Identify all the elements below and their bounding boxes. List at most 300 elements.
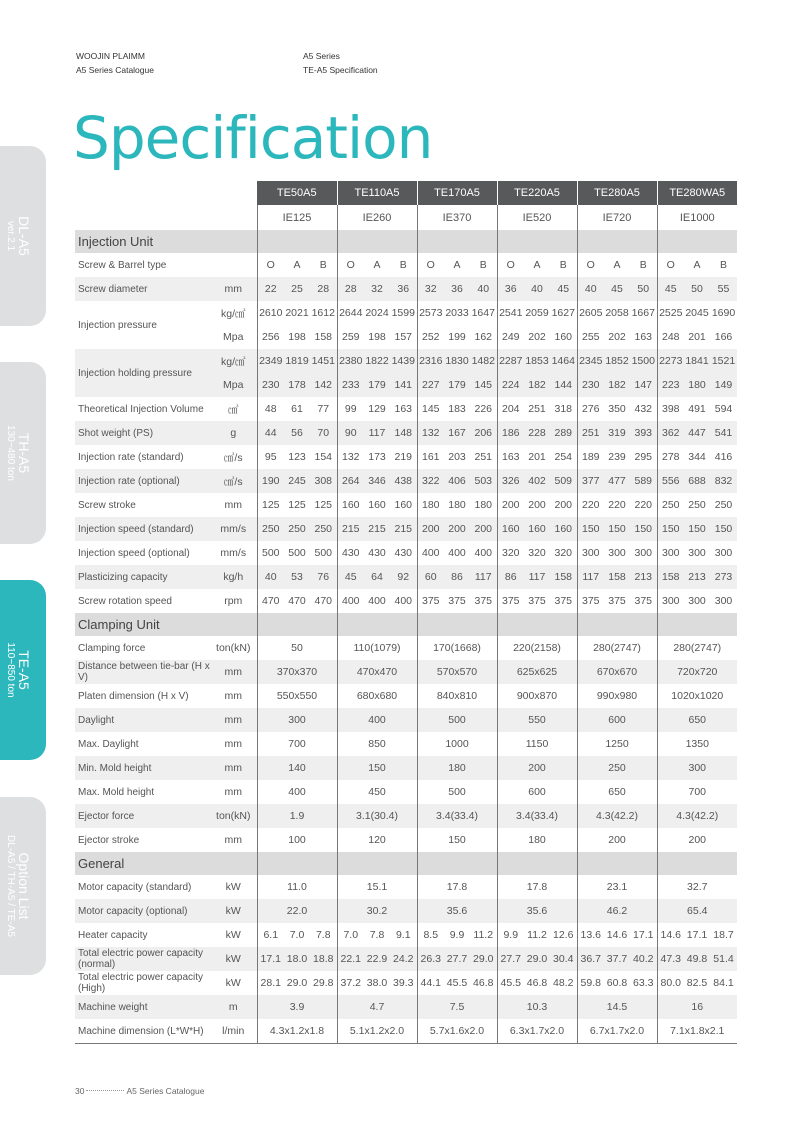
model-name: TE280A5	[577, 181, 657, 205]
model-name: TE110A5	[337, 181, 417, 205]
value-cell: 276	[577, 397, 604, 421]
value-cell: 200	[554, 499, 573, 511]
value-cell: 230	[577, 373, 604, 397]
value-cell: A	[373, 259, 381, 271]
value-cell: 200	[444, 517, 470, 541]
table-row	[75, 517, 737, 541]
value-cell: O	[266, 259, 275, 271]
value-cell: 377	[577, 469, 604, 493]
value-cell: 2610	[259, 307, 283, 319]
value-cell: 77	[317, 403, 330, 415]
value-cell: 224	[497, 373, 524, 397]
value-cell: 255	[577, 325, 604, 349]
value-cell: 150	[684, 517, 710, 541]
value-cell: 80.0	[657, 971, 684, 995]
value-cell: 4.3(42.2)	[577, 804, 657, 828]
value-cell: 170(1668)	[417, 636, 497, 660]
value-cell: 45	[657, 277, 684, 301]
row-label: Injection pressure	[78, 319, 157, 331]
section-header-row	[75, 613, 737, 636]
value-cell: 570x570	[417, 660, 497, 684]
value-cell: 1350	[657, 732, 737, 756]
value-cell: 44.1	[417, 971, 444, 995]
value-cell: A	[533, 259, 541, 271]
row-unit: rpm	[210, 589, 257, 613]
value-cell: 123	[288, 451, 306, 463]
value-cell: 400	[288, 786, 306, 798]
value-cell: 256	[261, 331, 280, 343]
value-cell: 7.1x1.8x2.1	[657, 1019, 737, 1044]
value-cell: 18.8	[310, 947, 337, 971]
value-cell: 4.3(42.2)	[657, 804, 737, 828]
table-row	[75, 445, 737, 469]
value-cell: 76	[310, 565, 337, 589]
value-cell: 63.3	[633, 977, 654, 989]
section-header-cell	[657, 613, 737, 636]
value-cell: 55	[710, 277, 737, 301]
value-cell: 1464	[550, 349, 577, 373]
value-cell: 40	[470, 277, 497, 301]
value-cell: 1852	[604, 349, 630, 373]
value-cell: 150	[337, 756, 417, 780]
table-row	[75, 636, 737, 660]
value-cell: 190	[257, 469, 284, 493]
value-cell: 44	[257, 421, 284, 445]
value-cell: 500	[261, 547, 280, 559]
injection-model: IE1000	[657, 205, 737, 230]
value-cell: 150	[417, 828, 497, 852]
row-unit: l/min	[210, 1019, 257, 1044]
value-cell: 202	[608, 331, 626, 343]
value-cell: 250	[657, 493, 684, 517]
value-cell: 477	[604, 469, 630, 493]
value-cell: 226	[474, 403, 493, 415]
value-cell: 39.3	[393, 977, 414, 989]
row-unit: mm	[210, 732, 257, 756]
table-row	[75, 349, 737, 373]
value-cell: 326	[497, 469, 524, 493]
value-cell: 3.4(33.4)	[497, 804, 577, 828]
value-cell: 48	[264, 403, 277, 415]
value-cell: B	[719, 259, 727, 271]
row-unit: mm	[210, 684, 257, 708]
value-cell: 320	[554, 547, 573, 559]
value-cell: 700	[657, 780, 737, 804]
value-cell: 32.7	[657, 875, 737, 899]
value-cell: 350	[608, 403, 626, 415]
value-cell: 375	[634, 595, 653, 607]
value-cell: 8.5	[417, 923, 444, 947]
value-cell: O	[497, 253, 524, 277]
value-cell: 60.8	[606, 977, 628, 989]
value-cell: 22.0	[257, 899, 337, 923]
row-label: Min. Mold height	[75, 756, 210, 780]
table-row	[75, 277, 737, 301]
table-row	[75, 756, 737, 780]
table-row	[75, 421, 737, 445]
side-tab-th-a5[interactable]	[0, 362, 46, 544]
value-cell: 500	[288, 547, 306, 559]
value-cell: 300	[608, 547, 626, 559]
value-cell: 375	[417, 589, 444, 613]
value-cell: 50	[630, 277, 657, 301]
value-cell: 688	[684, 469, 710, 493]
value-cell: 17.1	[257, 947, 284, 971]
value-cell: 9.9	[497, 923, 524, 947]
table-row	[75, 708, 737, 732]
value-cell: 375	[554, 595, 573, 607]
value-cell: 700	[288, 738, 306, 750]
value-cell: 48.2	[553, 977, 574, 989]
section-header-cell	[257, 852, 337, 875]
value-cell: 2541	[497, 301, 524, 325]
value-cell: 300	[634, 547, 653, 559]
value-cell: 28	[337, 277, 364, 301]
value-cell: 180	[417, 493, 444, 517]
row-unit: ㎤	[210, 397, 257, 421]
value-cell: 23.1	[577, 875, 657, 899]
value-cell: 38.0	[366, 977, 388, 989]
value-cell: 2024	[365, 307, 389, 319]
value-cell: 2273	[657, 349, 684, 373]
value-cell: 300	[714, 547, 733, 559]
value-cell: 160	[394, 499, 413, 511]
model-name: TE280WA5	[657, 181, 737, 205]
value-cell: 36	[390, 277, 417, 301]
table-row	[75, 493, 737, 517]
value-cell: A	[613, 259, 621, 271]
row-label: Shot weight (PS)	[75, 421, 210, 445]
section-header-cell	[657, 852, 737, 875]
row-label: Motor capacity (optional)	[75, 899, 210, 923]
value-cell: 12.6	[553, 929, 574, 941]
injection-model: IE720	[577, 205, 657, 230]
value-cell: 600	[497, 780, 577, 804]
value-cell: 160	[554, 331, 573, 343]
side-tab-dl-a5[interactable]	[0, 146, 46, 326]
value-cell: 4.7	[337, 995, 417, 1019]
value-cell: 1853	[524, 349, 550, 373]
value-cell: 28	[310, 277, 337, 301]
value-cell: 180	[417, 756, 497, 780]
section-header-cell	[577, 230, 657, 253]
row-label: Clamping force	[78, 642, 146, 654]
footer-dotted-leader	[86, 1090, 124, 1091]
value-cell: 228	[524, 421, 550, 445]
value-cell: 141	[390, 373, 417, 397]
value-cell: 28.1	[260, 977, 281, 989]
value-cell: 148	[390, 421, 417, 445]
value-cell: 198	[288, 331, 306, 343]
value-cell: 46.8	[526, 977, 548, 989]
value-cell: 491	[688, 403, 706, 415]
specification-table	[75, 181, 737, 1044]
value-cell: B	[399, 259, 407, 271]
value-cell: 670x670	[577, 660, 657, 684]
value-cell: 180	[474, 499, 493, 511]
value-cell: 273	[710, 565, 737, 589]
value-cell: 56	[284, 421, 310, 445]
row-label: Screw rotation speed	[78, 595, 172, 607]
value-cell: 406	[444, 469, 470, 493]
section-title: Injection Unit	[75, 230, 257, 253]
value-cell: 17.8	[417, 875, 497, 899]
row-unit: kW	[210, 947, 257, 971]
value-cell: 470	[288, 595, 306, 607]
value-cell: 2045	[685, 307, 709, 319]
value-cell: 3.1(30.4)	[337, 804, 417, 828]
value-cell: 46.8	[473, 977, 494, 989]
value-cell: 215	[364, 517, 390, 541]
row-label: Machine weight	[75, 995, 210, 1019]
section-title: General	[75, 852, 257, 875]
row-unit: ㎤/s	[210, 445, 257, 469]
value-cell: 125	[314, 499, 333, 511]
value-cell: 16	[657, 995, 737, 1019]
value-cell: 50	[684, 277, 710, 301]
value-cell: 149	[710, 373, 737, 397]
value-cell: 2380	[337, 349, 364, 373]
value-cell: 375	[474, 595, 493, 607]
table-row	[75, 899, 737, 923]
header-blank	[75, 181, 257, 205]
value-cell: 400	[474, 547, 493, 559]
model-name: TE170A5	[417, 181, 497, 205]
side-tab-subtitle: 130~480 ton	[5, 425, 16, 481]
table-row	[75, 1019, 737, 1044]
value-cell: 64	[364, 565, 390, 589]
value-cell: 35.6	[417, 899, 497, 923]
value-cell: 162	[474, 331, 493, 343]
value-cell: 6.1	[263, 929, 279, 941]
value-cell: 180	[448, 499, 466, 511]
value-cell: 1599	[391, 307, 415, 319]
value-cell: 199	[448, 331, 466, 343]
value-cell: 18.0	[284, 947, 310, 971]
value-cell: 86	[444, 565, 470, 589]
header-right	[303, 49, 378, 77]
row-label: Daylight	[75, 708, 210, 732]
section-header-row	[75, 230, 737, 253]
row-unit: mm	[210, 277, 257, 301]
value-cell: 163	[394, 403, 413, 415]
value-cell: 95	[264, 451, 277, 463]
value-cell: 40	[524, 277, 550, 301]
value-cell: 470x470	[337, 660, 417, 684]
value-cell: 250	[257, 517, 284, 541]
value-cell: 2033	[445, 307, 469, 319]
value-cell: 206	[470, 421, 497, 445]
value-cell: 7.0	[289, 929, 305, 941]
row-unit: kg/㎠	[210, 301, 257, 325]
row-unit: kg/㎠	[210, 349, 257, 373]
value-cell: 90	[337, 421, 364, 445]
model-name: TE50A5	[257, 181, 337, 205]
value-cell: 50	[291, 642, 303, 654]
value-cell: 202	[528, 331, 546, 343]
value-cell: 2525	[657, 301, 684, 325]
value-cell: 158	[314, 331, 333, 343]
value-cell: 65.4	[657, 899, 737, 923]
row-unit: kg/h	[210, 565, 257, 589]
row-label: Distance between tie-bar (H x V)	[75, 660, 210, 684]
value-cell: 183	[448, 403, 466, 415]
table-row	[75, 995, 737, 1019]
side-tab-option-list[interactable]	[0, 797, 46, 975]
value-cell: 300	[657, 541, 684, 565]
value-cell: 318	[554, 403, 573, 415]
value-cell: 200	[470, 517, 497, 541]
value-cell: 180	[684, 373, 710, 397]
value-cell: 400	[337, 708, 417, 732]
side-tab-te-a5[interactable]	[0, 580, 46, 760]
value-cell: 161	[417, 445, 444, 469]
value-cell: 300	[688, 547, 706, 559]
value-cell: 1830	[444, 349, 470, 373]
value-cell: 117	[364, 421, 390, 445]
value-cell: 22.9	[364, 947, 390, 971]
value-cell: 180	[497, 828, 577, 852]
section-header-cell	[497, 230, 577, 253]
company-name: WOOJIN PLAIMM	[76, 51, 145, 61]
value-cell: 110(1079)	[337, 636, 417, 660]
value-cell: 1627	[551, 307, 575, 319]
value-cell: 144	[550, 373, 577, 397]
section-header-cell	[417, 613, 497, 636]
value-cell: 200	[577, 828, 657, 852]
value-cell: 163	[497, 445, 524, 469]
table-row	[75, 589, 737, 613]
value-cell: 300	[657, 756, 737, 780]
value-cell: 1841	[684, 349, 710, 373]
value-cell: 186	[497, 421, 524, 445]
value-cell: 36.7	[577, 947, 604, 971]
value-cell: 45.5	[446, 977, 468, 989]
value-cell: 189	[577, 445, 604, 469]
page-footer	[75, 1086, 204, 1096]
value-cell: 150	[710, 517, 737, 541]
table-row	[75, 780, 737, 804]
value-cell: 300	[577, 541, 604, 565]
value-cell: 11.2	[527, 929, 547, 941]
value-cell: 215	[337, 517, 364, 541]
value-cell: 250	[577, 756, 657, 780]
row-label: Injection rate (standard)	[78, 451, 184, 463]
value-cell: 13.6	[577, 923, 604, 947]
value-cell: 289	[550, 421, 577, 445]
table-row	[75, 923, 737, 947]
value-cell: 438	[390, 469, 417, 493]
side-tab-title: Option List	[16, 852, 32, 920]
value-cell: 60	[417, 565, 444, 589]
value-cell: 215	[390, 517, 417, 541]
value-cell: 45	[550, 277, 577, 301]
value-cell: 145	[417, 397, 444, 421]
value-cell: 53	[284, 565, 310, 589]
row-unit: ㎤/s	[210, 469, 257, 493]
value-cell: 320	[528, 547, 546, 559]
row-label: Machine dimension (L*W*H)	[75, 1019, 210, 1044]
value-cell: 680x680	[337, 684, 417, 708]
value-cell: 509	[550, 469, 577, 493]
value-cell: 300	[257, 708, 337, 732]
value-cell: 219	[394, 451, 413, 463]
value-cell: 320	[497, 541, 524, 565]
value-cell: 3.9	[257, 995, 337, 1019]
value-cell: 17.1	[686, 929, 708, 941]
value-cell: 37.2	[337, 971, 364, 995]
value-cell: 375	[577, 589, 604, 613]
value-cell: 86	[497, 565, 524, 589]
table-row	[75, 541, 737, 565]
value-cell: 173	[368, 451, 386, 463]
value-cell: 160	[337, 493, 364, 517]
value-cell: 650	[657, 708, 737, 732]
section-header-cell	[497, 613, 577, 636]
value-cell: 142	[310, 373, 337, 397]
value-cell: 167	[444, 421, 470, 445]
value-cell: 40	[257, 565, 284, 589]
value-cell: 600	[577, 708, 657, 732]
side-tab-subtitle: 110~850 ton	[5, 642, 16, 698]
series-name: A5 Series	[303, 51, 340, 61]
value-cell: 120	[337, 828, 417, 852]
footer-text: A5 Series Catalogue	[126, 1086, 205, 1096]
table-row	[75, 971, 737, 995]
value-cell: 132	[417, 421, 444, 445]
row-label: Heater capacity	[78, 929, 148, 941]
row-unit: kW	[210, 899, 257, 923]
section-header-cell	[417, 230, 497, 253]
value-cell: 278	[657, 445, 684, 469]
section-name: TE-A5 Specification	[303, 65, 378, 75]
value-cell: 1521	[710, 349, 737, 373]
value-cell: 500	[314, 547, 333, 559]
table-row	[75, 397, 737, 421]
value-cell: 233	[337, 373, 364, 397]
value-cell: 1612	[311, 307, 335, 319]
value-cell: 6.3x1.7x2.0	[497, 1019, 577, 1044]
value-cell: 213	[684, 565, 710, 589]
row-label: Total electric power capacity (normal)	[75, 947, 210, 971]
value-cell: 7.8	[315, 929, 331, 941]
value-cell: 46.2	[577, 899, 657, 923]
value-cell: 200	[497, 493, 524, 517]
page-number: 30	[75, 1086, 85, 1096]
value-cell: 200	[417, 517, 444, 541]
value-cell: 239	[608, 451, 626, 463]
value-cell: 150	[657, 517, 684, 541]
value-cell: 179	[364, 373, 390, 397]
value-cell: 220	[608, 499, 626, 511]
value-cell: 900x870	[497, 684, 577, 708]
value-cell: 259	[337, 325, 364, 349]
value-cell: 430	[337, 541, 364, 565]
section-header-cell	[337, 230, 417, 253]
value-cell: 100	[288, 834, 306, 846]
value-cell: 158	[550, 565, 577, 589]
value-cell: 49.8	[684, 947, 710, 971]
model-header-row	[75, 181, 737, 205]
value-cell: 400	[417, 541, 444, 565]
value-cell: 150	[577, 517, 604, 541]
section-header-cell	[657, 230, 737, 253]
value-cell: 450	[337, 780, 417, 804]
value-cell: 182	[604, 373, 630, 397]
row-label: Platen dimension (H x V)	[78, 690, 189, 702]
value-cell: 220	[634, 499, 653, 511]
value-cell: B	[319, 259, 327, 271]
